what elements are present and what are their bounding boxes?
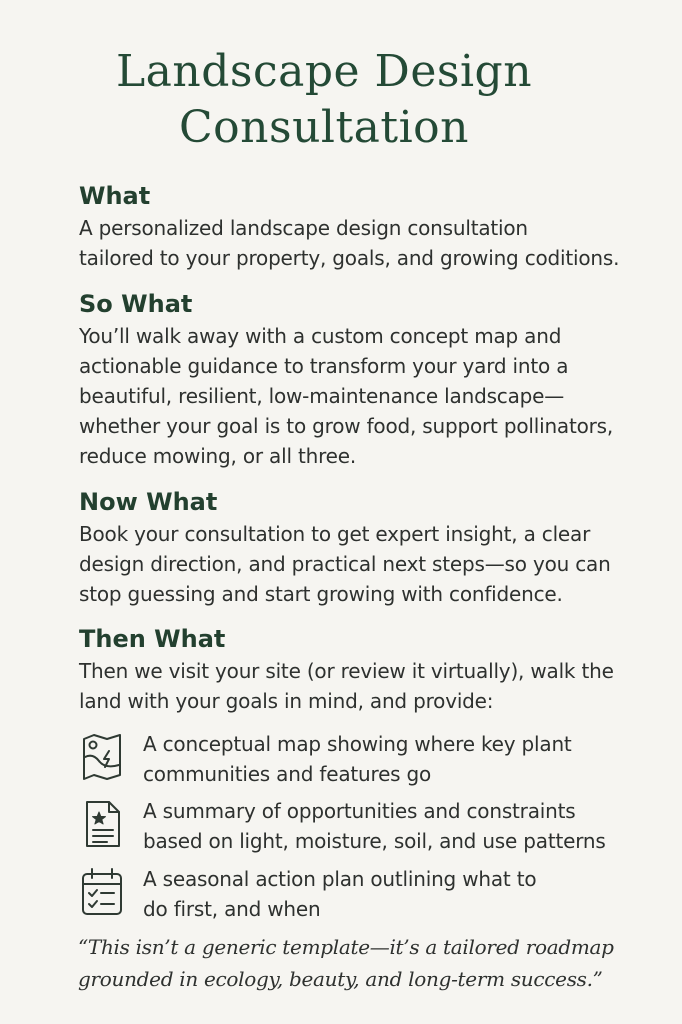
deliverable-text — [143, 796, 606, 856]
deliverable-item-summary — [79, 796, 639, 856]
section-what-line: tailored to your property, goals, and growing coditions. — [79, 246, 620, 270]
section-now-what-line: design direction, and practical next steps—so you can — [79, 552, 611, 576]
section-now-what-heading: Now What — [79, 488, 218, 516]
section-so-what-body — [79, 321, 659, 471]
deliverable-item-action-plan — [79, 864, 639, 924]
calendar-checklist-icon — [79, 866, 125, 918]
closing-quote-line: grounded in ecology, beauty, and long-term success.” — [78, 967, 603, 991]
section-so-what-line: whether your goal is to grow food, support pollinators, — [79, 414, 614, 438]
map-icon — [79, 731, 125, 783]
deliverable-line: A summary of opportunities and constraints — [143, 799, 576, 823]
closing-quote-line: “This isn’t a generic template—it’s a tailored roadmap — [78, 935, 614, 959]
deliverable-item-map — [79, 729, 639, 789]
deliverable-line: do first, and when — [143, 897, 321, 921]
section-what-line: A personalized landscape design consultation — [79, 216, 528, 240]
section-now-what-line: Book your consultation to get expert insight, a clear — [79, 522, 591, 546]
section-so-what-heading: So What — [79, 290, 193, 318]
section-what-heading: What — [79, 182, 151, 210]
closing-quote — [78, 931, 658, 995]
deliverable-line: A conceptual map showing where key plant — [143, 732, 572, 756]
section-then-what-line: land with your goals in mind, and provide: — [79, 689, 494, 713]
section-so-what — [79, 289, 659, 471]
document-star-icon — [79, 798, 125, 850]
section-so-what-line: reduce mowing, or all three. — [79, 444, 357, 468]
page-title — [0, 44, 648, 156]
deliverable-line: based on light, moisture, soil, and use patterns — [143, 829, 606, 853]
section-what — [79, 181, 659, 273]
page-title-line-2: Consultation — [179, 102, 469, 153]
section-so-what-line: beautiful, resilient, low-maintenance landscape— — [79, 384, 565, 408]
deliverable-text — [143, 729, 572, 789]
section-then-what-line: Then we visit your site (or review it virtually), walk the — [79, 659, 614, 683]
deliverable-line: A seasonal action plan outlining what to — [143, 867, 537, 891]
section-then-what — [79, 624, 659, 716]
deliverable-text — [143, 864, 536, 924]
page-title-line-1: Landscape Design — [115, 46, 533, 97]
section-what-body — [79, 213, 659, 273]
section-so-what-line: actionable guidance to transform your yard into a — [79, 354, 569, 378]
section-now-what-body — [79, 519, 659, 609]
section-now-what-line: stop guessing and start growing with confidence. — [79, 582, 563, 606]
section-now-what — [79, 487, 659, 609]
section-then-what-heading: Then What — [79, 625, 226, 653]
deliverable-line: communities and features go — [143, 762, 432, 786]
section-then-what-body — [79, 656, 659, 716]
section-so-what-line: You’ll walk away with a custom concept map and — [79, 324, 562, 348]
